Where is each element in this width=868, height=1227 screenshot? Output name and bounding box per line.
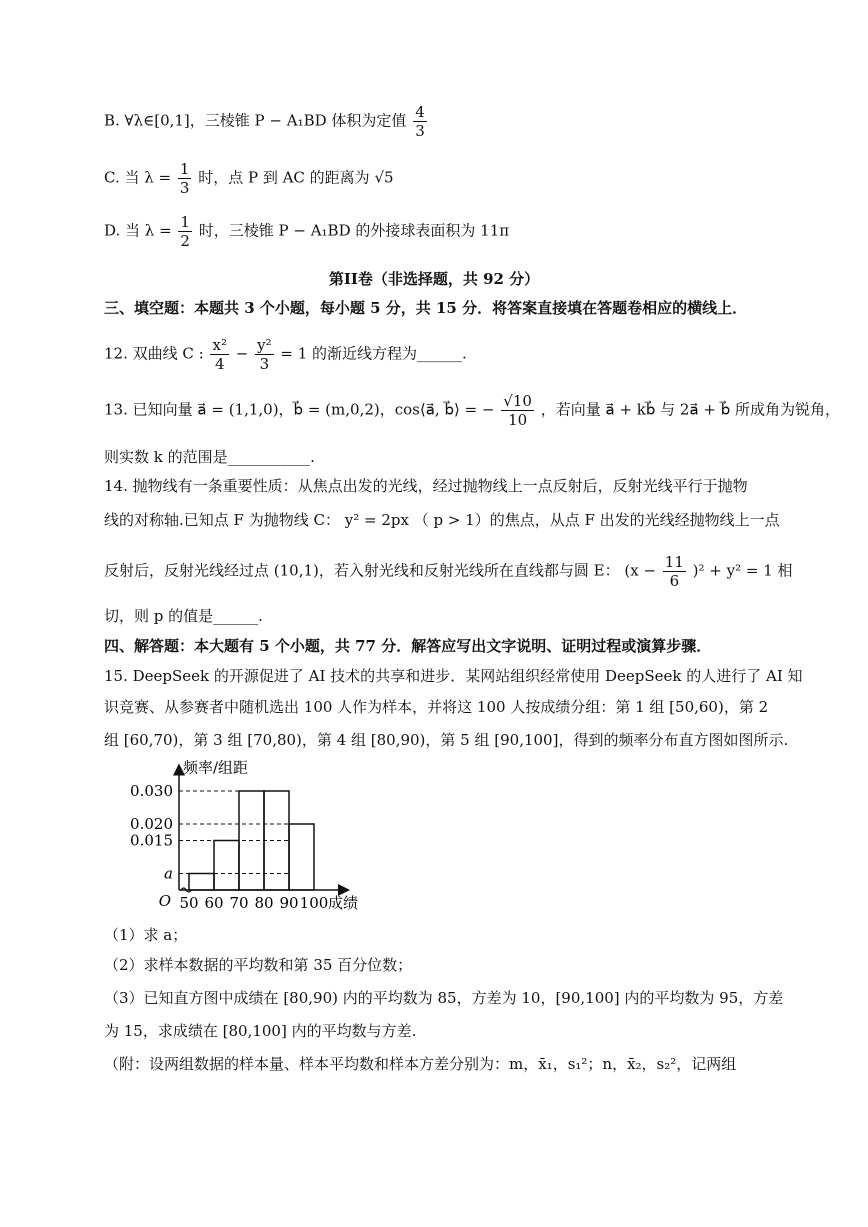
histogram-bar [189,874,214,891]
option-d-prefix: D. 当 λ = [104,221,172,240]
q14-line3-prefix: 反射后，反射光线经过点 (10,1)，若入射光线和反射光线所在直线都与圆 E： (x − [104,561,657,580]
option-d-denominator: 2 [180,232,190,250]
x-tick-label: 80 [254,894,274,912]
q14-line3 [104,553,793,590]
y-tick-label: 0.030 [130,782,173,800]
q14-denominator: 6 [669,572,680,590]
q13-fraction [501,392,534,429]
q13-numerator: √10 [503,392,532,410]
option-b-numerator: 4 [415,103,425,121]
y-tick-label: a [164,864,173,883]
histogram-svg [104,760,404,920]
option-d-fraction [178,213,192,250]
y-tick-label: 0.015 [130,831,173,850]
histogram-bar [214,841,239,891]
q13-denominator: 10 [508,411,528,429]
y-axis-label: 频率/组距 [183,760,249,777]
q12-numerator-x: x² [212,336,227,354]
q12-denominator-y: 3 [259,355,270,373]
q12-denominator-x: 4 [214,355,225,373]
x-tick-label: 50 [179,894,199,912]
option-b-text: B. ∀λ∈[0,1]，三棱锥 P − A₁BD 体积为定值 [104,111,407,130]
q12-prefix: 12. 双曲线 C : [104,344,204,363]
option-d [104,213,768,250]
y-tick-label: 0.020 [130,815,173,833]
q12-numerator-y: y² [257,336,272,354]
option-d-numerator: 1 [180,213,190,231]
option-b [104,103,768,140]
fill-heading: 三、填空题：本题共 3 个小题，每小题 5 分，共 15 分．将答案直接填在答题卷相应的横线上． [104,299,748,317]
q13-line2: 则实数 k 的范围是___________. [104,448,315,466]
q15-sub3a: （3）已知直方图中成绩在 [80,90) 内的平均数为 85，方差为 10，[90,100] 内的平均数为 95，方差 [104,989,784,1007]
q15-sub3b: 为 15，求成绩在 [80,100] 内的平均数与方差. [104,1022,417,1040]
option-c-fraction [178,160,192,197]
answer-heading: 四、解答题：本大题有 5 个小题，共 77 分．解答应写出文字说明、证明过程或演算步骤． [104,637,712,655]
x-tick-label: 100 [299,894,329,912]
option-c-prefix: C. 当 λ = [104,168,172,187]
option-b-denominator: 3 [415,122,425,140]
q15-line1: 15. DeepSeek 的开源促进了 AI 技术的共享和进步．某网站组织经常使用 DeepSeek 的人进行了 AI 知 [104,667,803,685]
question-12 [104,336,768,373]
question-13 [104,392,841,429]
q14-fraction [663,553,686,590]
q15-sub2: （2）求样本数据的平均数和第 35 百分位数； [104,956,413,974]
option-c [104,160,768,197]
origin-label: O [158,892,171,910]
q14-line3-suffix: )² + y² = 1 相 [692,561,793,580]
q12-fraction-x [210,336,228,373]
q15-sub1: （1）求 a； [104,926,188,944]
q15-note: （附：设两组数据的样本量、样本平均数和样本方差分别为：m，x̄₁，s₁²；n，x̄₂，s₂²，记两组 [104,1055,737,1073]
q13-suffix: ，若向量 a⃗ + kb⃗ 与 2a⃗ + b⃗ 所成角为锐角， [540,400,841,419]
q13-prefix: 13. 已知向量 a⃗ = (1,1,0)，b⃗ = (m,0,2)，cos⟨a⃗, b⃗⟩ = − [104,400,495,419]
x-tick-label: 60 [204,894,224,912]
option-c-suffix: 时，点 P 到 AC 的距离为 √5 [198,168,394,187]
option-d-suffix: 时，三棱锥 P − A₁BD 的外接球表面积为 11π [198,221,510,240]
q15-line2: 识竞赛、从参赛者中随机选出 100 人作为样本，并将这 100 人按成绩分组：第 1 组 [50,60)，第 2 [104,698,769,716]
x-axis-label: 成绩 [328,894,359,912]
q14-numerator: 11 [664,553,684,571]
histogram-bar [289,824,314,890]
q12-fraction-y [255,336,274,373]
x-tick-label: 70 [229,894,249,912]
q12-suffix: = 1 的渐近线方程为______. [280,344,467,363]
option-c-numerator: 1 [179,160,190,178]
option-b-fraction [413,103,427,140]
q14-line4: 切，则 p 的值是______. [104,607,263,625]
section2-title: 第II卷（非选择题，共 92 分） [328,270,540,288]
frequency-histogram [104,760,404,920]
q15-line3: 组 [60,70)，第 3 组 [70,80)，第 4 组 [80,90)，第 5 组 [90,100]，得到的频率分布直方图如图所示. [104,731,789,749]
option-c-denominator: 3 [179,179,190,197]
q14-line2: 线的对称轴.已知点 F 为抛物线 C： y² = 2px （ p > 1）的焦点，从点 F 出发的光线经抛物线上一点 [104,511,780,529]
x-tick-label: 90 [279,894,299,912]
q12-minus: − [235,344,249,363]
q14-line1: 14. 抛物线有一条重要性质：从焦点出发的光线，经过抛物线上一点反射后，反射光线平行于抛物 [104,477,748,495]
